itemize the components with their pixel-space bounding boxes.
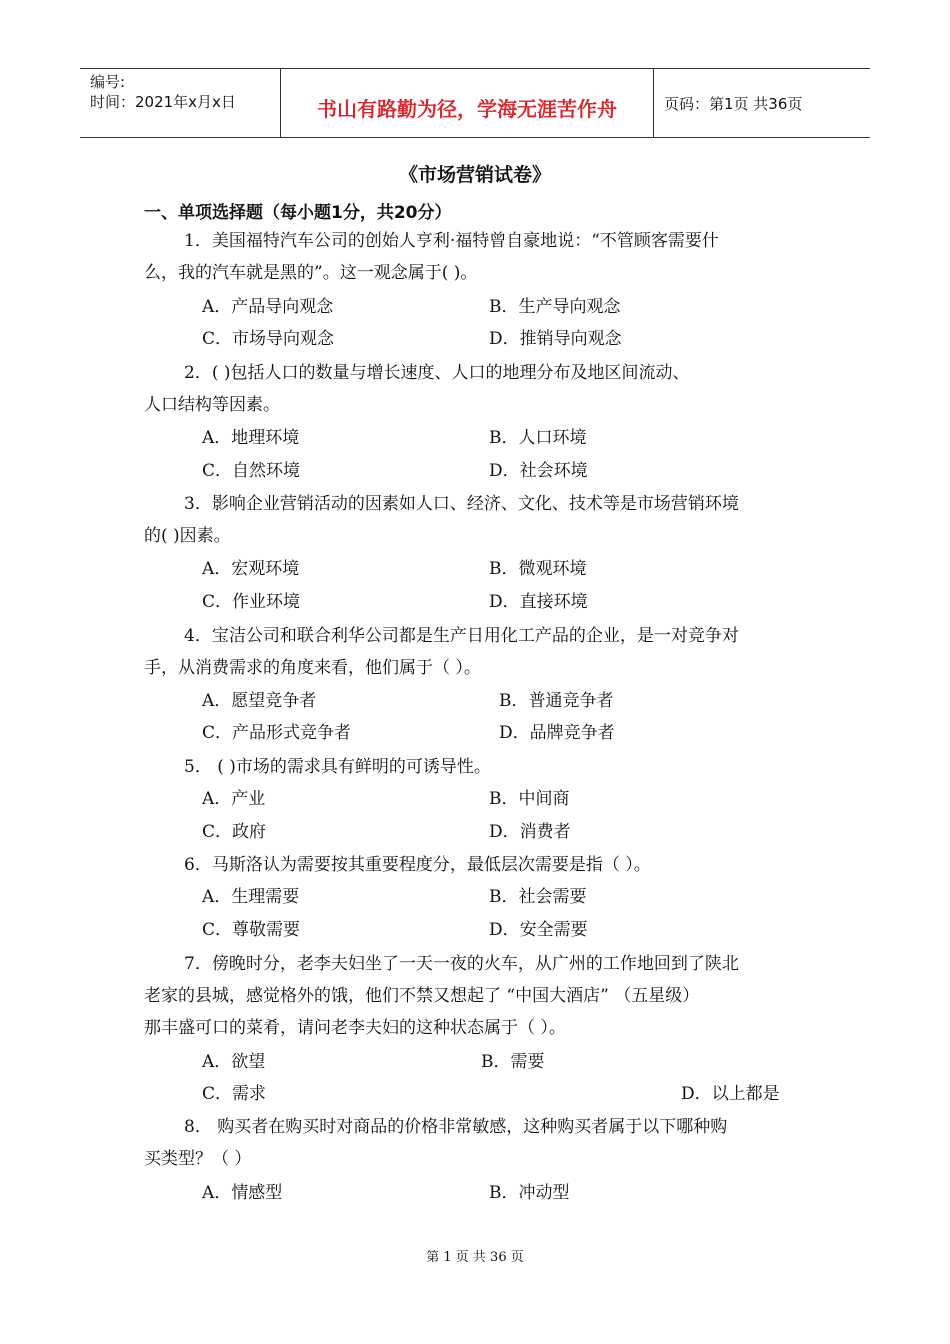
question-5-option-a: A．产业 [202,789,266,809]
question-3-option-c: C．作业环境 [202,592,301,612]
question-6-option-b: B．社会需要 [489,887,587,907]
question-6-line-1: 6．马斯洛认为需要按其重要程度分，最低层次需要是指（ ）。 [184,855,651,875]
question-3-option-a: A．宏观环境 [202,559,300,579]
question-7-line-3: 那丰盛可口的菜肴，请问老李夫妇的这种状态属于（ ）。 [144,1018,566,1038]
serial-label: 编号: [90,73,126,91]
question-1-option-d: D．推销导向观念 [489,329,622,349]
question-4-option-d: D．品牌竞争者 [499,723,615,743]
question-2-option-b: B．人口环境 [489,428,587,448]
question-1-line-2: 么，我的汽车就是黑的”。这一观念属于( )。 [144,263,478,283]
question-7-option-a: A．欲望 [202,1052,266,1072]
question-2-option-a: A．地理环境 [202,428,300,448]
question-4-option-b: B．普通竞争者 [499,691,614,711]
question-8-option-b: B．冲动型 [489,1183,570,1203]
question-2-line-1: 2．( )包括人口的数量与增长速度、人口的地理分布及地区间流动、 [184,363,690,383]
question-5-option-c: C．政府 [202,822,267,842]
question-4-option-c: C．产品形式竞争者 [202,723,352,743]
question-3-option-b: B．微观环境 [489,559,587,579]
question-6-option-d: D．安全需要 [489,920,588,940]
question-7-line-1: 7．傍晚时分，老李夫妇坐了一天一夜的火车，从广州的工作地回到了陕北 [184,954,739,974]
question-8-line-2: 买类型？（ ） [144,1149,252,1169]
question-4-option-a: A．愿望竞争者 [202,691,317,711]
document-title: 《市场营销试卷》 [398,164,551,186]
question-5-option-d: D．消费者 [489,822,571,842]
question-1-option-a: A．产品导向观念 [202,297,334,317]
question-6-option-a: A．生理需要 [202,887,300,907]
question-2-option-c: C．自然环境 [202,461,301,481]
question-3-line-2: 的( )因素。 [144,526,231,546]
header-right-cell [654,69,870,137]
question-8-line-1: 8． 购买者在购买时对商品的价格非常敏感，这种购买者属于以下哪种购 [184,1117,728,1137]
question-3-option-d: D．直接环境 [489,592,588,612]
question-2-line-2: 人口结构等因素。 [144,395,280,415]
motto: 书山有路勤为径，学海无涯苦作舟 [317,97,617,121]
page-footer: 第 1 页 共 36 页 [426,1250,524,1265]
section-title: 一、单项选择题（每小题1分，共20分） [144,203,452,223]
question-7-option-b: B．需要 [481,1052,545,1072]
date-label: 时间：2021年x月x日 [90,93,236,111]
question-5-option-b: B．中间商 [489,789,570,809]
header-motto-cell [281,69,654,137]
question-7-option-d: D．以上都是 [681,1084,780,1104]
question-4-line-2: 手，从消费需求的角度来看，他们属于（ ）。 [144,658,481,678]
question-1-option-c: C．市场导向观念 [202,329,335,349]
question-2-option-d: D．社会环境 [489,461,588,481]
question-1-line-1: 1．美国福特汽车公司的创始人亨利·福特曾自豪地说：“不管顾客需要什 [184,231,719,251]
header-left-cell [80,69,281,137]
question-4-line-1: 4．宝洁公司和联合利华公司都是生产日用化工产品的企业，是一对竞争对 [184,626,739,646]
question-7-option-c: C．需求 [202,1084,267,1104]
page-code: 页码：第1页 共36页 [664,95,803,113]
page-header [80,68,870,138]
question-6-option-c: C．尊敬需要 [202,920,301,940]
question-7-line-2: 老家的县城，感觉格外的饿，他们不禁又想起了 “中国大酒店” （五星级） [144,986,700,1006]
question-8-option-a: A．情感型 [202,1183,283,1203]
question-5-line-1: 5． ( )市场的需求具有鲜明的可诱导性。 [184,757,491,777]
question-3-line-1: 3．影响企业营销活动的因素如人口、经济、文化、技术等是市场营销环境 [184,494,739,514]
question-1-option-b: B．生产导向观念 [489,297,621,317]
